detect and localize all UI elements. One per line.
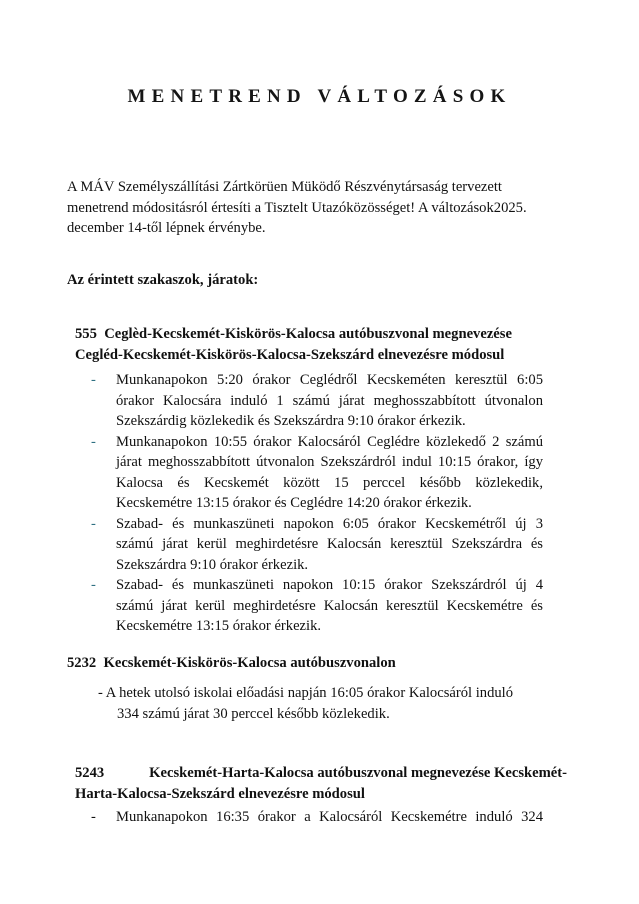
item-line: számú járat kerül meghirdetésre Kalocsán keresztül Kecskemétre és	[116, 597, 543, 614]
item-line: órakor Kalocsára induló 1 számú járat meghosszabbított útvonalon	[116, 392, 543, 409]
section-heading-line: Kecskemét-Kiskörös-Kalocsa autóbuszvonalon	[103, 655, 396, 671]
section-5243-list	[88, 807, 543, 828]
section-heading-line: Ceglèd-Kecskemét-Kiskörös-Kalocsa autóbuszvonal megnevezése	[104, 326, 512, 342]
list-item	[88, 370, 543, 432]
section-555-list	[88, 370, 543, 637]
intro-line: A MÁV Személyszállítási Zártkörüen Müködő Részvénytársaság tervezett	[67, 179, 502, 195]
item-line: Szekszárdra 9:10 órakor érkezik.	[116, 556, 309, 573]
section-number: 5243	[75, 765, 105, 781]
bullet-dash: -	[91, 809, 96, 825]
list-item	[88, 575, 543, 637]
item-line: - A hetek utolsó iskolai előadási napján 16:05 órakor Kalocsáról induló	[98, 685, 514, 701]
list-item	[88, 432, 543, 514]
intro-line: menetrend módositásról értesíti a Tisztelt Utazóközösséget! A változások2025.	[67, 199, 527, 216]
intro-paragraph	[67, 177, 567, 239]
section-5243-heading	[75, 763, 567, 805]
section-5232-list	[98, 683, 548, 724]
list-item	[88, 807, 543, 828]
section-heading-line: Kecskemét-Harta-Kalocsa autóbuszvonal megnevezése Kecskemét-	[149, 765, 567, 781]
list-item	[88, 514, 543, 576]
section-number: 555	[75, 326, 97, 342]
section-number: 5232	[67, 655, 97, 671]
item-line: járat meghosszabbított útvonalon Szekszárdról indul 10:15 órakor, így	[116, 454, 543, 470]
item-line: Munkanapokon 5:20 órakor Ceglédről Kecskeméten keresztül 6:05	[116, 372, 543, 388]
bullet-dash: -	[91, 577, 96, 593]
item-line: Szabad- és munkaszüneti napokon 10:15 órakor Szekszárdról új 4	[116, 577, 543, 593]
item-line: Kecskemétre 13:15 órakor érkezik.	[116, 618, 322, 634]
section-heading-line: Cegléd-Kecskemét-Kiskörös-Kalocsa-Szekszárd elnevezésre módosul	[75, 347, 505, 363]
item-line: Kecskemétre 13:15 órakor és Ceglédre 14:20 órakor érkezik.	[116, 495, 472, 511]
item-line: Szekszárdig közlekedik és Szekszárdra 9:10 órakor érkezik.	[116, 413, 466, 429]
bullet-dash: -	[91, 433, 96, 450]
item-line: Munkanapokon 16:35 órakor a Kalocsáról Kecskemétre induló 324	[116, 809, 543, 825]
section-5232-heading	[67, 653, 396, 674]
bullet-dash: -	[91, 372, 96, 388]
affected-heading: Az érintett szakaszok, járatok:	[67, 272, 259, 288]
section-555-heading	[75, 324, 512, 366]
item-line: Munkanapokon 10:55 órakor Kalocsáról Ceglédre közlekedő 2 számú	[116, 433, 543, 450]
intro-line: december 14-től lépnek érvénybe.	[67, 220, 266, 236]
page-title: MENETREND VÁLTOZÁSOK	[127, 86, 512, 107]
item-line: Szabad- és munkaszüneti napokon 6:05 órakor Kecskemétről új 3	[116, 515, 543, 532]
item-line: Kalocsa és Kecskemét között 15 perccel később közlekedik,	[116, 474, 543, 491]
item-line: számú járat kerül meghirdetésre Kalocsán keresztül Szekszárdra és	[116, 536, 543, 552]
item-line: 334 számú járat 30 perccel később közlekedik.	[117, 705, 390, 722]
section-heading-line: Harta-Kalocsa-Szekszárd elnevezésre módosul	[75, 786, 365, 802]
bullet-dash: -	[91, 515, 96, 532]
